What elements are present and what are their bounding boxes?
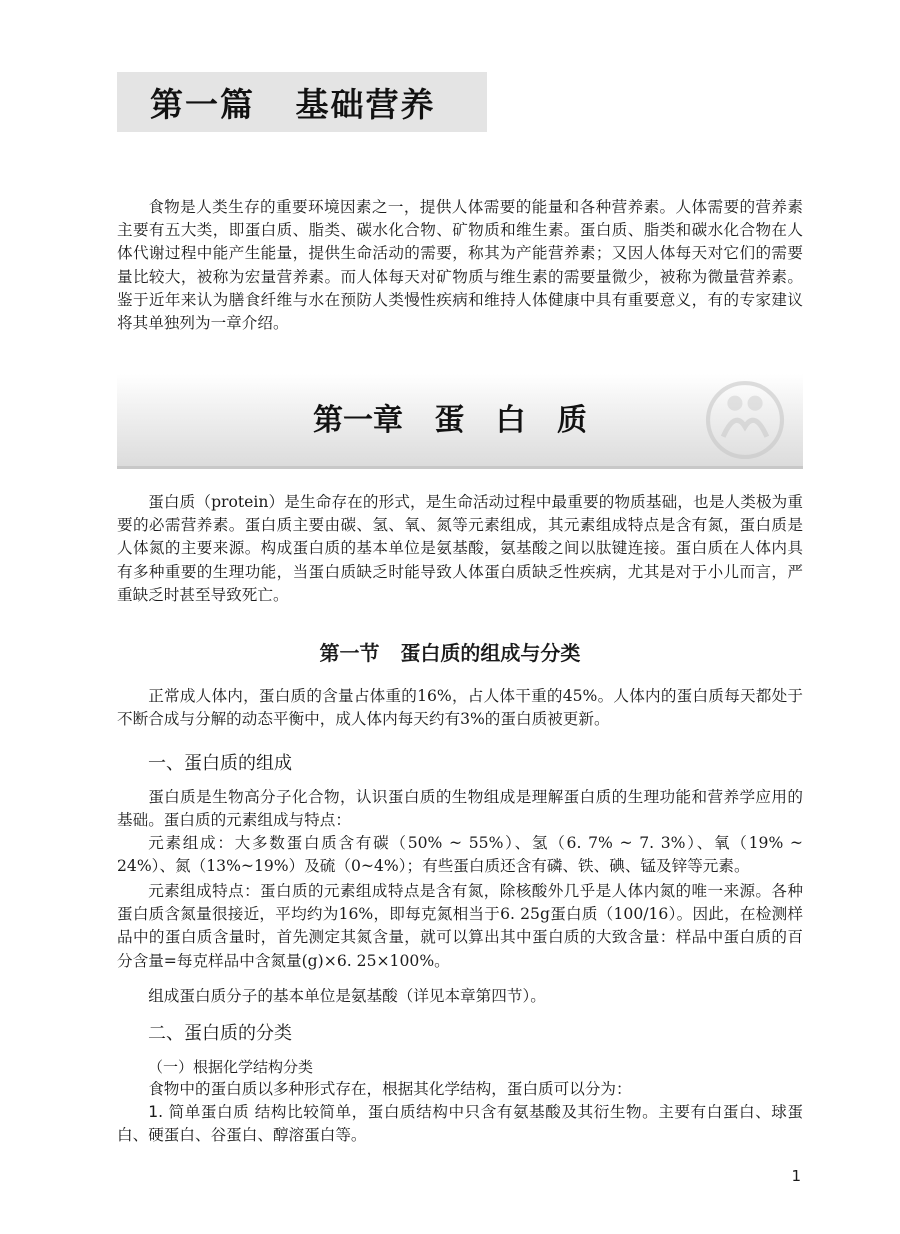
subsection-heading-composition: 一、蛋白质的组成 xyxy=(148,753,292,774)
classification-item-simple-protein xyxy=(117,1101,803,1147)
subsection-heading-classification: 二、蛋白质的分类 xyxy=(148,1023,292,1044)
part-title: 第一篇 基础营养 xyxy=(150,85,436,124)
classification-paragraph-1: 食物中的蛋白质以多种形式存在，根据其化学结构，蛋白质可以分为： xyxy=(148,1080,632,1098)
section-intro-paragraph: 正常成人体内，蛋白质的含量占体重的16%，占人体干重的45%。人体内的蛋白质每天都处于不断合成与分解的动态平衡中，成人体内每天约有3%的蛋白质被更新。 xyxy=(117,687,803,729)
composition-paragraph-3: 元素组成特点：蛋白质的元素组成特点是含有氮，除核酸外几乎是人体内氮的唯一来源。各种蛋白质含氮量很接近，平均约为16%，即每克氮相当于6. 25g蛋白质（100/16）。因此，在检测样品中的蛋白质含量时，首先测定其氮含量，就可以算出其中蛋白质的大致含量：样品中蛋白质的百分含量=每克样品中含氮量(g)×6. 25×100%。 xyxy=(117,882,803,970)
simple-protein-label: 1. 简单蛋白质 xyxy=(148,1103,250,1121)
composition-paragraph-2: 元素组成：大多数蛋白质含有碳（50% ~ 55%）、氢（6. 7% ~ 7. 3%）、氧（19% ~ 24%）、氮（13%~19%）及硫（0~4%）；有些蛋白质还含有磷、铁、碘、锰及锌等元素。 xyxy=(117,834,803,876)
chapter-intro-paragraph: 蛋白质（protein）是生命存在的形式，是生命活动过程中最重要的物质基础，也是人类极为重要的必需营养素。蛋白质主要由碳、氢、氧、氮等元素组成，其元素组成特点是含有氮，蛋白质是人体氮的主要来源。构成蛋白质的基本单位是氨基酸，氨基酸之间以肽键连接。蛋白质在人体内具有多种重要的生理功能，当蛋白质缺乏时能导致人体蛋白质缺乏性疾病，尤其是对于小儿而言，严重缺乏时甚至导致死亡。 xyxy=(117,493,803,604)
composition-paragraph-1: 蛋白质是生物高分子化合物，认识蛋白质的生物组成是理解蛋白质的生理功能和营养学应用的基础。蛋白质的元素组成与特点： xyxy=(117,788,803,830)
section-title: 第一节 蛋白质的组成与分类 xyxy=(319,641,581,665)
part-intro-paragraph: 食物是人类生存的重要环境因素之一，提供人体需要的能量和各种营养素。人体需要的营养素主要有五大类，即蛋白质、脂类、碳水化合物、矿物质和维生素。蛋白质、脂类和碳水化合物在人体代谢过程中能产生能量，提供生命活动的需要，称其为产能营养素；又因人体每天对它们的需要量比较大，被称为宏量营养素。而人体每天对矿物质与维生素的需要量微少，被称为微量营养素。鉴于近年来认为膳食纤维与水在预防人类慢性疾病和维持人体健康中具有重要意义，有的专家建议将其单独列为一章介绍。 xyxy=(117,198,803,333)
chapter-title: 第一章 蛋 白 质 xyxy=(313,403,587,438)
simple-protein-text: 结构比较简单，蛋白质结构中只含有氨基酸及其衍生物。主要有白蛋白、球蛋白、硬蛋白、谷蛋白、醇溶蛋白等。 xyxy=(117,1103,803,1145)
composition-paragraph-4: 组成蛋白质分子的基本单位是氨基酸（详见本章第四节）。 xyxy=(148,987,546,1005)
classification-subheading-chemical: （一）根据化学结构分类 xyxy=(148,1058,314,1076)
page-number: 1 xyxy=(791,1167,801,1185)
